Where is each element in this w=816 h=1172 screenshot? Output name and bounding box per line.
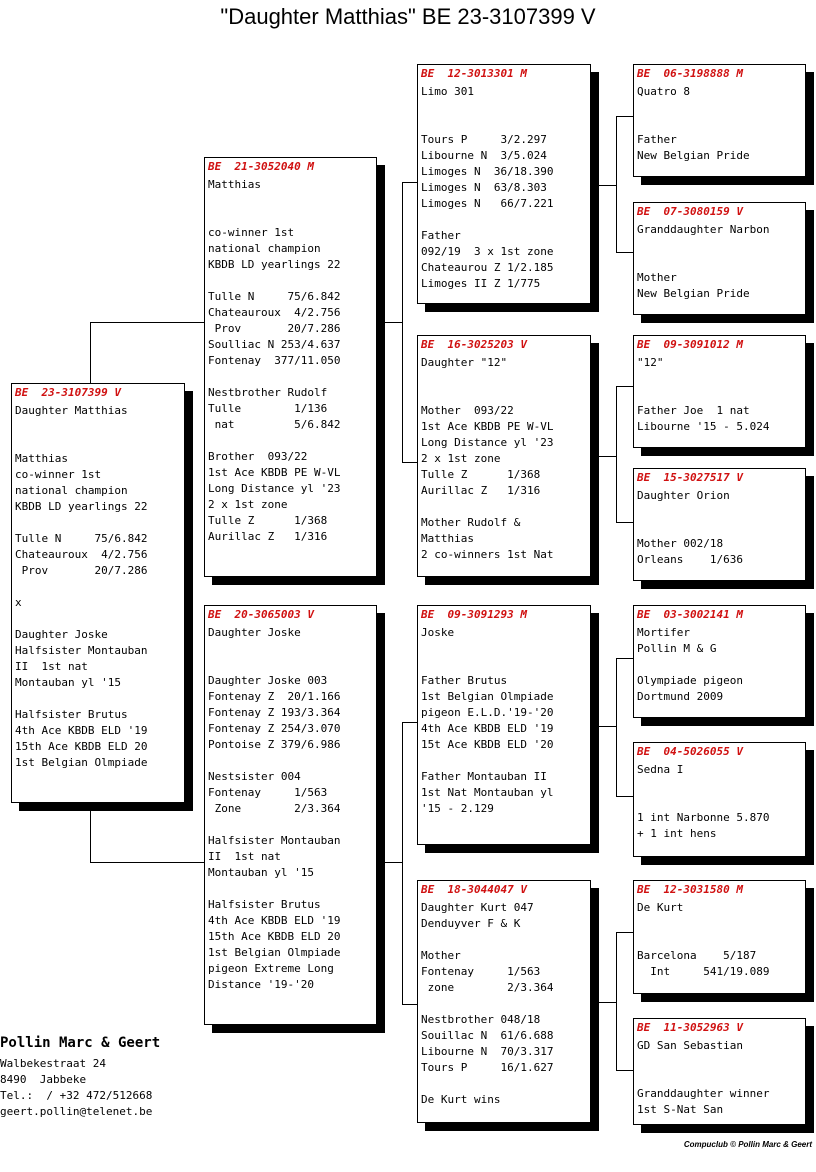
ring-number: BE 18-3044047 V <box>421 883 527 896</box>
ring-number: BE 16-3025203 V <box>421 338 527 351</box>
connector-line <box>616 932 633 933</box>
sds-card <box>633 335 806 448</box>
ring-number: BE 06-3198888 M <box>637 67 743 80</box>
connector-line <box>616 796 633 797</box>
ring-number: BE 07-3080159 V <box>637 205 743 218</box>
pigeon-details: Quatro 8 Father New Belgian Pride <box>637 85 750 162</box>
connector-line <box>616 386 617 522</box>
connector-line <box>616 116 633 117</box>
ring-number: BE 15-3027517 V <box>637 471 743 484</box>
connector-line <box>402 182 417 183</box>
connector-line <box>90 810 91 862</box>
pigeon-details: Daughter "12" Mother 093/22 1st Ace KBDB PE W-VL Long Distance yl '23 2 x 1st zone Tulle Z 1/368 Aurillac Z 1/316 Mother Rudolf & Matthias 2 co-winners 1st Nat <box>421 356 554 561</box>
connector-line <box>598 456 616 457</box>
pigeon-details: Granddaughter Narbon Mother New Belgian Pride <box>637 223 770 300</box>
owner-info <box>0 1034 160 1120</box>
ring-number: BE 11-3052963 V <box>637 1021 743 1034</box>
connector-line <box>598 726 616 727</box>
owner-name: Pollin Marc & Geert <box>0 1035 161 1051</box>
sdd-card <box>633 468 806 581</box>
connector-line <box>90 322 91 384</box>
connector-line <box>616 658 617 796</box>
ring-number: BE 12-3031580 M <box>637 883 743 896</box>
owner-address: Walbekestraat 24 8490 Jabbeke Tel.: / +32 472/512668 geert.pollin@telenet.be <box>0 1057 153 1118</box>
connector-line <box>90 322 204 323</box>
sire-card <box>204 157 377 577</box>
connector-line <box>598 185 616 186</box>
pigeon-details: GD San Sebastian Granddaughter winner 1st S-Nat San <box>637 1039 770 1116</box>
sss-card <box>633 64 806 177</box>
sire-dam-card <box>417 335 591 577</box>
ring-number: BE 21-3052040 M <box>208 160 314 173</box>
dds-card <box>633 880 806 994</box>
pigeon-details: Daughter Kurt 047 Denduyver F & K Mother Fontenay 1/563 zone 2/3.364 Nestbrother 048/18 Souillac N 61/6.688 Libourne N 70/3.317 Tours P 16/1.627 De Kurt wins <box>421 901 554 1106</box>
connector-line <box>90 862 204 863</box>
connector-line <box>616 116 617 252</box>
ring-number: BE 12-3013301 M <box>421 67 527 80</box>
ring-number: BE 09-3091012 M <box>637 338 743 351</box>
connector-line <box>616 932 617 1070</box>
pigeon-details: De Kurt Barcelona 5/187 Int 541/19.089 <box>637 901 770 978</box>
connector-line <box>616 522 633 523</box>
pigeon-details: Matthias co-winner 1st national champion KBDB LD yearlings 22 Tulle N 75/6.842 Chateauroux 4/2.756 Prov 20/7.286 Soulliac N 253/4.637 Fontenay 377/11.050 Nestbrother Rudolf Tulle 1/136 nat 5/6.842 Brother 093/22 1st Ace KBDB PE W-VL Long Distance yl '23 2 x 1st zone Tulle Z 1/368 Aurillac Z 1/316 <box>208 178 341 543</box>
pigeon-details: "12" Father Joe 1 nat Libourne '15 - 5.024 <box>637 356 770 433</box>
subject-pigeon-card <box>11 383 185 803</box>
dam-dam-card <box>417 880 591 1123</box>
connector-line <box>616 658 633 659</box>
ddd-card <box>633 1018 806 1125</box>
ring-number: BE 04-5026055 V <box>637 745 743 758</box>
ring-number: BE 23-3107399 V <box>15 386 121 399</box>
pigeon-details: Limo 301 Tours P 3/2.297 Libourne N 3/5.024 Limoges N 36/18.390 Limoges N 63/8.303 Limoges N 66/7.221 Father 092/19 3 x 1st zone Chateaurou Z 1/2.185 Limoges II Z 1/775 <box>421 85 554 290</box>
sire-sire-card <box>417 64 591 304</box>
ring-number: BE 20-3065003 V <box>208 608 314 621</box>
connector-line <box>402 1004 417 1005</box>
pigeon-details: Daughter Joske Daughter Joske 003 Fontenay Z 20/1.166 Fontenay Z 193/3.364 Fontenay Z 254/3.070 Pontoise Z 379/6.986 Nestsister 004 Fontenay 1/563 Zone 2/3.364 Halfsister Montauban II 1st nat Montauban yl '15 Halfsister Brutus 4th Ace KBDB ELD '19 15th Ace KBDB ELD 20 1st Belgian Olmpiade pigeon Extreme Long Distance '19-'20 <box>208 626 341 991</box>
dam-card <box>204 605 377 1025</box>
copyright-footer: Compuclub © Pollin Marc & Geert <box>683 1140 812 1149</box>
pigeon-details: Joske Father Brutus 1st Belgian Olmpiade pigeon E.L.D.'19-'20 4th Ace KBDB ELD '19 15t Ace KBDB ELD '20 Father Montauban II 1st Nat Montauban yl '15 - 2.129 <box>421 626 554 815</box>
ssd-card <box>633 202 806 315</box>
connector-line <box>616 1070 633 1071</box>
connector-line <box>598 1002 616 1003</box>
connector-line <box>402 722 417 723</box>
connector-line <box>402 182 403 462</box>
pigeon-details: Mortifer Pollin M & G Olympiade pigeon Dortmund 2009 <box>637 626 743 703</box>
connector-line <box>402 722 403 1004</box>
page-title: "Daughter Matthias" BE 23-3107399 V <box>220 4 596 29</box>
pigeon-details: Daughter Orion Mother 002/18 Orleans 1/636 <box>637 489 743 566</box>
ring-number: BE 09-3091293 M <box>421 608 527 621</box>
ring-number: BE 03-3002141 M <box>637 608 743 621</box>
dam-sire-card <box>417 605 591 845</box>
connector-line <box>616 252 633 253</box>
pigeon-details: Daughter Matthias Matthias co-winner 1st national champion KBDB LD yearlings 22 Tulle N 75/6.842 Chateauroux 4/2.756 Prov 20/7.286 x Daughter Joske Halfsister Montauban II 1st nat Montauban yl '15 Halfsister Brutus 4th Ace KBDB ELD '19 15th Ace KBDB ELD 20 1st Belgian Olmpiade <box>15 404 148 769</box>
dsd-card <box>633 742 806 857</box>
connector-line <box>402 462 417 463</box>
connector-line <box>384 862 402 863</box>
pigeon-details: Sedna I 1 int Narbonne 5.870 + 1 int hens <box>637 763 770 840</box>
connector-line <box>616 386 633 387</box>
dss-card <box>633 605 806 718</box>
connector-line <box>384 322 402 323</box>
